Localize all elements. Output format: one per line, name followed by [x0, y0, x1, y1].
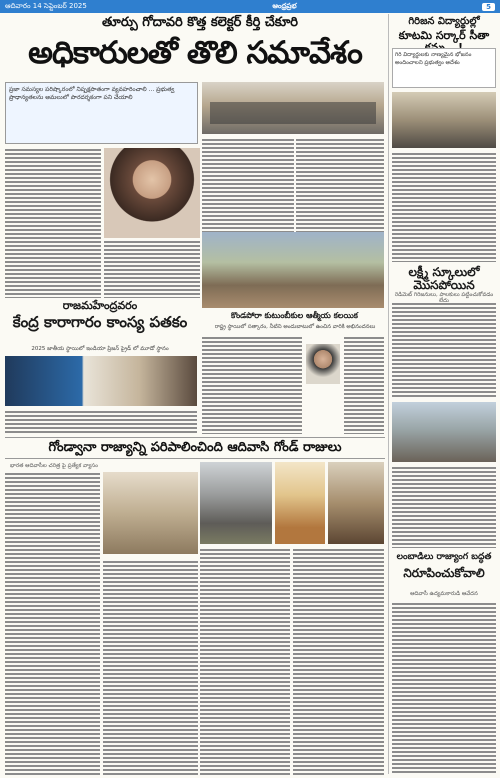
tribal-figure-photo: [275, 462, 325, 544]
students-photo: [392, 92, 496, 148]
lambadi-subhead: ఆదివాసీ ఉద్యమకారుడి ఆవేదన: [410, 591, 478, 597]
konda-photo: [202, 232, 384, 308]
gond-king-photo: [328, 462, 384, 544]
right-column-kicker: గిరిజన విద్యార్థుల్లో: [408, 16, 480, 27]
main-story-text-col-2: [104, 240, 200, 298]
main-story-text-col-1: [5, 148, 101, 298]
konda-headline: కొండపోరా కుటుంబీకుల ఆత్మీయ కలయిక: [231, 311, 358, 320]
right-text-4: [392, 602, 496, 774]
konda-text-2: [344, 336, 384, 434]
rajamahendravaram-note: 2025 జాతీయ స్థాయిలో ఇండియా ప్రిజన్ ప్రైడ్ లో మూడో స్థానం: [31, 346, 169, 352]
right-column-highlights: గిరి విద్యార్థులకు నాణ్యమైన భోజనం అందించాలని ప్రభుత్వం ఆదేశం: [392, 48, 496, 88]
gond-map-photo: [103, 472, 198, 554]
page-number: 5: [482, 3, 495, 11]
newspaper-name: ఆంధ్రప్రభ: [272, 1, 297, 10]
main-story-headline: అధికారులతో తొలి సమావేశం: [28, 35, 362, 71]
right-column-headline: కూటమి సర్కార్ సీతా: [398, 29, 490, 42]
page-header-bar: [0, 0, 500, 13]
gond-text-col-4: [293, 548, 384, 775]
award-photo: [5, 356, 197, 406]
laxmi-school-subhead: రెడిమెట్ గిరిజనులు, పాలకులు పట్టించుకోవడం: [394, 292, 494, 298]
konda-text-1: [202, 336, 302, 434]
gond-byline: భారత ఆదివాసీల చరిత్ర పై ప్రత్యేక వ్యాసం: [10, 463, 98, 469]
gond-text-col-1: [5, 472, 100, 775]
laxmi-photo: [392, 402, 496, 462]
right-text-2: [392, 302, 496, 398]
rajamahendravaram-text: [5, 410, 197, 434]
meeting-photo: [202, 82, 384, 134]
konda-portrait: [306, 344, 340, 384]
gond-text-col-2: [103, 560, 198, 775]
lambadi-kicker: లంబాడిలు రాజ్యాంగ బద్ధత: [396, 552, 492, 562]
issue-date: ఆదివారం 14 సెప్టెంబర్ 2025: [5, 1, 87, 10]
laxmi-school-headline: లక్ష్మీ స్కూలులో మొసపోయిన: [408, 265, 480, 293]
main-story-intro: ప్రజా సమస్యల పరిష్కారంలో నిష్పక్షపాతంగా వ్యవహరించాలి ... ప్రభుత్వ ప్రాధాన్యతలను అమలులో పారదర్శకంగా పని చేయాలి: [5, 82, 198, 144]
rajamahendravaram-kicker: రాజమహేంద్రవరం: [62, 299, 138, 312]
lambadi-headline: నిరూపించుకోవాలి: [403, 566, 485, 580]
right-text-1: [392, 152, 496, 262]
main-story-kicker: తూర్పు గోదావరి కొత్త కలెక్టర్ కీర్తి చేకూరి: [102, 15, 298, 30]
rajamahendravaram-headline: కేంద్ర కారాగారం కాంస్య పతకం: [12, 313, 188, 331]
gond-headline: గోండ్వానా రాజ్యాన్ని పరిపాలించింది ఆదివాసి గోండ్ రాజులు: [48, 440, 342, 455]
gond-text-col-3: [200, 548, 290, 775]
collector-portrait: [104, 148, 200, 238]
konda-subhead: రాష్ట్ర స్థాయిలో సత్కారం, నీటిని అందుబాటులో ఉంచిన వారికి అభినందనలు: [214, 324, 376, 330]
fort-photo: [200, 462, 272, 544]
right-text-3: [392, 466, 496, 548]
